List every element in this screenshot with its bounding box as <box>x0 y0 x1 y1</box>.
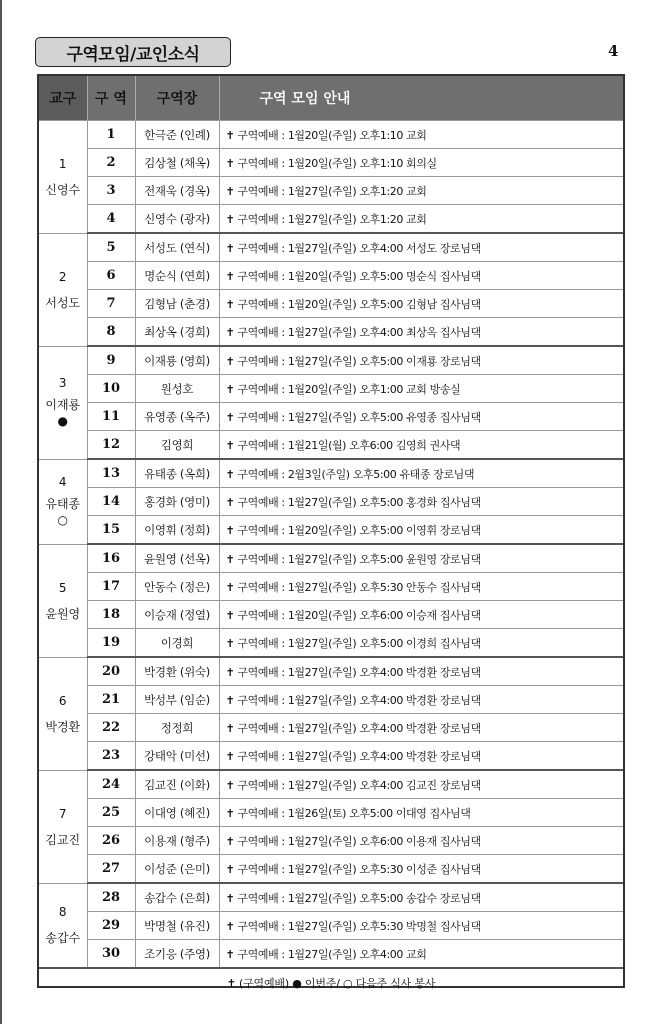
district-leader: 김형남 (춘경) <box>135 290 219 318</box>
table-row <box>39 516 623 545</box>
parish-cell <box>39 544 87 657</box>
meeting-info: ✝ 구역예배 : 1월20일(주일) 오후5:00 김형남 집사님댁 <box>219 290 623 318</box>
district-number: 5 <box>87 233 135 262</box>
this-week-serving-mark: ● <box>57 413 68 428</box>
meeting-info: ✝ 구역예배 : 1월27일(주일) 오후5:00 이경희 집사님댁 <box>219 629 623 658</box>
parish-cell <box>39 121 87 234</box>
meeting-info: ✝ 구역예배 : 1월20일(주일) 오후1:10 교회 <box>219 121 623 149</box>
meeting-info: ✝ 구역예배 : 1월27일(주일) 오후5:30 안동수 집사님댁 <box>219 573 623 601</box>
district-leader: 강태악 (미선) <box>135 742 219 771</box>
table-row <box>39 375 623 403</box>
meeting-info: ✝ 구역예배 : 1월26일(토) 오후5:00 이대영 집사님댁 <box>219 799 623 827</box>
table-row <box>39 883 623 912</box>
parish-cell <box>39 346 87 459</box>
table-row <box>39 431 623 460</box>
table-row <box>39 742 623 771</box>
district-leader: 전재욱 (경옥) <box>135 177 219 205</box>
parish-number: 1 <box>58 156 67 171</box>
district-number: 8 <box>87 318 135 347</box>
district-meeting-table <box>37 74 625 988</box>
parish-name: 송갑수 <box>45 931 81 946</box>
meeting-info: ✝ 구역예배 : 1월27일(주일) 오후1:20 교회 <box>219 177 623 205</box>
meeting-info: ✝ 구역예배 : 1월21일(월) 오후6:00 김영희 권사댁 <box>219 431 623 460</box>
table-row <box>39 855 623 884</box>
meeting-info: ✝ 구역예배 : 1월27일(주일) 오후5:30 이성준 집사님댁 <box>219 855 623 884</box>
district-leader: 송갑수 (은희) <box>135 883 219 912</box>
section-title: 구역모임/교인소식 <box>35 37 231 67</box>
district-leader: 최상옥 (경희) <box>135 318 219 347</box>
next-week-serving-mark: ○ <box>57 512 68 527</box>
district-number: 7 <box>87 290 135 318</box>
table-row <box>39 657 623 686</box>
district-leader: 이용재 (형주) <box>135 827 219 855</box>
district-leader: 이재룡 (영희) <box>135 346 219 375</box>
district-leader: 이승재 (정열) <box>135 601 219 629</box>
meeting-info: ✝ 구역예배 : 1월27일(주일) 오후5:00 윤원영 장로님댁 <box>219 544 623 573</box>
district-leader: 서성도 (연식) <box>135 233 219 262</box>
meeting-info: ✝ 구역예배 : 1월27일(주일) 오후4:00 박경환 장로님댁 <box>219 714 623 742</box>
parish-name: 김교진 <box>45 832 81 847</box>
district-leader: 박경환 (위숙) <box>135 657 219 686</box>
meeting-info: ✝ 구역예배 : 1월20일(주일) 오후5:00 명순식 집사님댁 <box>219 262 623 290</box>
district-number: 11 <box>87 403 135 431</box>
column-header-district: 구 역 <box>87 76 135 121</box>
table-row <box>39 290 623 318</box>
column-header-meeting-info: 구역 모임 안내 <box>219 76 623 121</box>
table-row <box>39 149 623 177</box>
meeting-info: ✝ 구역예배 : 1월27일(주일) 오후1:20 교회 <box>219 205 623 234</box>
district-leader: 윤원영 (선옥) <box>135 544 219 573</box>
meeting-info: ✝ 구역예배 : 1월27일(주일) 오후5:00 유영종 집사님댁 <box>219 403 623 431</box>
district-number: 6 <box>87 262 135 290</box>
parish-number: 5 <box>58 580 67 595</box>
district-number: 21 <box>87 686 135 714</box>
meeting-info: ✝ 구역예배 : 1월27일(주일) 오후4:00 교회 <box>219 940 623 969</box>
meeting-info: ✝ 구역예배 : 1월20일(주일) 오후5:00 이영휘 장로님댁 <box>219 516 623 545</box>
parish-cell <box>39 770 87 883</box>
district-number: 10 <box>87 375 135 403</box>
meeting-info: ✝ 구역예배 : 1월27일(주일) 오후4:00 서성도 장로님댁 <box>219 233 623 262</box>
table-row <box>39 573 623 601</box>
meeting-info: ✝ 구역예배 : 1월27일(주일) 오후6:00 이용재 집사님댁 <box>219 827 623 855</box>
district-leader: 박명철 (유진) <box>135 912 219 940</box>
meeting-info: ✝ 구역예배 : 1월27일(주일) 오후5:00 송갑수 장로님댁 <box>219 883 623 912</box>
table-row <box>39 459 623 488</box>
district-leader: 정정희 <box>135 714 219 742</box>
parish-cell <box>39 233 87 346</box>
parish-name: 서성도 <box>45 295 81 310</box>
parish-number: 7 <box>58 806 67 821</box>
table-row <box>39 629 623 658</box>
district-number: 24 <box>87 770 135 799</box>
district-number: 22 <box>87 714 135 742</box>
parish-cell <box>39 459 87 544</box>
table-row <box>39 686 623 714</box>
district-leader: 이대영 (혜진) <box>135 799 219 827</box>
table-row <box>39 403 623 431</box>
column-header-parish: 교구 <box>39 76 87 121</box>
meeting-info: ✝ 구역예배 : 1월27일(주일) 오후4:00 박경환 장로님댁 <box>219 742 623 771</box>
table-row <box>39 912 623 940</box>
meeting-info: ✝ 구역예배 : 1월27일(주일) 오후4:00 최상옥 집사님댁 <box>219 318 623 347</box>
table-header-row <box>39 76 623 121</box>
parish-cell <box>39 883 87 968</box>
district-number: 23 <box>87 742 135 771</box>
district-number: 29 <box>87 912 135 940</box>
table-row <box>39 940 623 969</box>
parish-number: 4 <box>58 474 67 489</box>
table-row <box>39 177 623 205</box>
table-row <box>39 346 623 375</box>
district-leader: 명순식 (연희) <box>135 262 219 290</box>
meeting-info: ✝ 구역예배 : 1월27일(주일) 오후5:30 박명철 집사님댁 <box>219 912 623 940</box>
district-number: 26 <box>87 827 135 855</box>
table-row <box>39 827 623 855</box>
district-leader: 박성부 (임순) <box>135 686 219 714</box>
meeting-info: ✝ 구역예배 : 1월20일(주일) 오후1:00 교회 방송실 <box>219 375 623 403</box>
table-row <box>39 318 623 347</box>
legend-text: ✝ (구역예배) ● 이번주/ ○ 다음주 식사 봉사 <box>39 968 623 997</box>
table-row <box>39 770 623 799</box>
district-number: 3 <box>87 177 135 205</box>
parish-number: 2 <box>58 269 67 284</box>
column-header-leader: 구역장 <box>135 76 219 121</box>
district-number: 14 <box>87 488 135 516</box>
meeting-info: ✝ 구역예배 : 1월27일(주일) 오후4:00 박경환 장로님댁 <box>219 657 623 686</box>
meeting-info: ✝ 구역예배 : 2월3일(주일) 오후5:00 유태종 장로님댁 <box>219 459 623 488</box>
parish-name: 박경환 <box>45 719 81 734</box>
district-leader: 김상철 (채옥) <box>135 149 219 177</box>
district-number: 16 <box>87 544 135 573</box>
table-row <box>39 601 623 629</box>
district-number: 27 <box>87 855 135 884</box>
district-leader: 홍경화 (영미) <box>135 488 219 516</box>
district-leader: 이영휘 (정희) <box>135 516 219 545</box>
table-row <box>39 714 623 742</box>
district-leader: 조기응 (주영) <box>135 940 219 969</box>
meeting-info: ✝ 구역예배 : 1월27일(주일) 오후4:00 김교진 장로님댁 <box>219 770 623 799</box>
meeting-info: ✝ 구역예배 : 1월20일(주일) 오후6:00 이승재 집사님댁 <box>219 601 623 629</box>
table <box>39 76 623 997</box>
parish-name: 윤원영 <box>45 606 81 621</box>
district-number: 4 <box>87 205 135 234</box>
district-leader: 원성호 <box>135 375 219 403</box>
meeting-info: ✝ 구역예배 : 1월27일(주일) 오후5:00 홍경화 집사님댁 <box>219 488 623 516</box>
district-number: 9 <box>87 346 135 375</box>
district-number: 30 <box>87 940 135 969</box>
parish-number: 8 <box>58 905 67 920</box>
district-leader: 안동수 (정은) <box>135 573 219 601</box>
district-leader: 이성준 (은미) <box>135 855 219 884</box>
page-number: 4 <box>608 42 619 60</box>
legend-row <box>39 968 623 997</box>
parish-name: 이재룡 <box>45 397 81 412</box>
parish-number: 3 <box>58 375 67 390</box>
meeting-info: ✝ 구역예배 : 1월20일(주일) 오후1:10 회의실 <box>219 149 623 177</box>
district-number: 20 <box>87 657 135 686</box>
district-number: 1 <box>87 121 135 149</box>
table-row <box>39 799 623 827</box>
parish-name: 신영수 <box>45 182 81 197</box>
district-number: 19 <box>87 629 135 658</box>
district-number: 2 <box>87 149 135 177</box>
district-number: 18 <box>87 601 135 629</box>
district-number: 13 <box>87 459 135 488</box>
page-border-left <box>0 0 2 1024</box>
district-leader: 유태종 (옥희) <box>135 459 219 488</box>
district-leader: 김영희 <box>135 431 219 460</box>
table-row <box>39 488 623 516</box>
district-number: 25 <box>87 799 135 827</box>
table-row <box>39 233 623 262</box>
table-row <box>39 544 623 573</box>
district-leader: 김교진 (이화) <box>135 770 219 799</box>
district-number: 28 <box>87 883 135 912</box>
district-leader: 한극준 (인례) <box>135 121 219 149</box>
district-leader: 신영수 (광자) <box>135 205 219 234</box>
district-leader: 유영종 (옥주) <box>135 403 219 431</box>
parish-number: 6 <box>58 693 67 708</box>
table-row <box>39 205 623 234</box>
district-number: 12 <box>87 431 135 460</box>
parish-cell <box>39 657 87 770</box>
district-number: 17 <box>87 573 135 601</box>
table-row <box>39 121 623 149</box>
parish-name: 유태종 <box>45 496 81 511</box>
district-leader: 이경희 <box>135 629 219 658</box>
meeting-info: ✝ 구역예배 : 1월27일(주일) 오후4:00 박경환 장로님댁 <box>219 686 623 714</box>
table-row <box>39 262 623 290</box>
meeting-info: ✝ 구역예배 : 1월27일(주일) 오후5:00 이재룡 장로님댁 <box>219 346 623 375</box>
district-number: 15 <box>87 516 135 545</box>
